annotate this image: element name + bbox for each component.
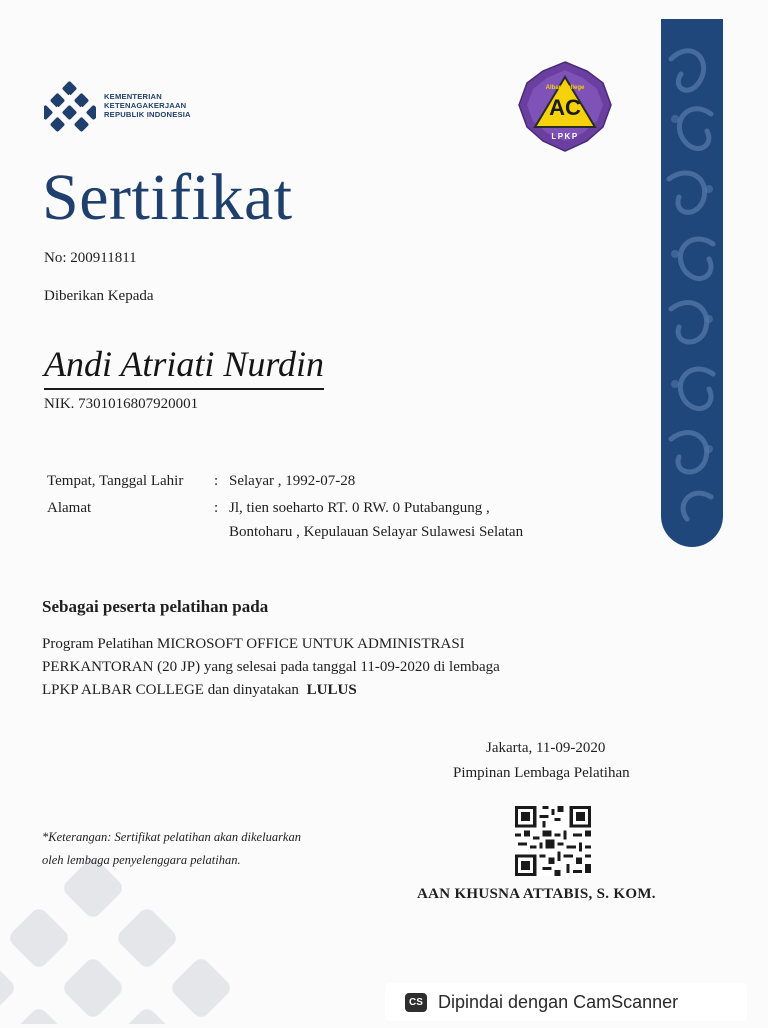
ministry-line-2: KETENAGAKERJAAN <box>104 101 187 110</box>
note-line-2: oleh lembaga penyelenggara pelatihan. <box>42 853 241 867</box>
ministry-name <box>104 92 191 119</box>
training-heading: Sebagai peserta pelatihan pada <box>42 597 269 616</box>
signer-name: AAN KHUSNA ATTABIS, S. KOM. <box>417 886 656 902</box>
camscanner-text: Dipindai dengan CamScanner <box>438 991 679 1012</box>
qr-code-icon <box>515 806 591 876</box>
decorative-side-band <box>661 19 723 547</box>
note-line-1: *Keterangan: Sertifikat pelatihan akan dikeluarkan <box>42 830 301 844</box>
ministry-logo-icon <box>44 81 96 133</box>
recipient-name: Andi Atriati Nurdin <box>44 343 324 390</box>
address-label: Alamat <box>47 500 92 516</box>
camscanner-icon: CS <box>405 993 427 1012</box>
birth-value: Selayar , 1992-07-28 <box>229 473 356 489</box>
address-line-2: Bontoharu , Kepulauan Selayar Sulawesi Selatan <box>229 524 524 540</box>
camscanner-watermark <box>385 983 747 1021</box>
certificate-number: No: 200911811 <box>44 250 137 266</box>
training-line-1: Program Pelatihan MICROSOFT OFFICE UNTUK ADMINISTRASI <box>42 636 465 652</box>
ministry-line-3: REPUBLIK INDONESIA <box>104 110 191 119</box>
training-line-3 <box>42 682 357 699</box>
certificate-title: Sertifikat <box>42 161 293 234</box>
lattice-watermark <box>0 845 290 1024</box>
signature-place-date: Jakarta, 11-09-2020 <box>486 740 606 756</box>
lpkp-logo-initials: AC <box>549 95 581 120</box>
training-line-2: PERKANTORAN (20 JP) yang selesai pada tanggal 11-09-2020 di lembaga <box>42 659 500 675</box>
training-result: LULUS <box>306 682 357 698</box>
recipient-nik: NIK. 7301016807920001 <box>44 396 199 412</box>
birth-label: Tempat, Tanggal Lahir <box>47 473 184 489</box>
signature-position: Pimpinan Lembaga Pelatihan <box>453 765 630 781</box>
address-line-1: Jl, tien soeharto RT. 0 RW. 0 Putabangung , <box>229 500 490 516</box>
lpkp-logo <box>515 61 615 153</box>
birth-colon: : <box>214 473 219 489</box>
training-line-3-text: LPKP ALBAR COLLEGE dan dinyatakan <box>42 682 299 698</box>
address-colon: : <box>214 500 219 516</box>
lpkp-logo-bottom-text: LPKP <box>551 132 579 141</box>
lpkp-logo-arc-text: Albar College <box>545 85 585 91</box>
ministry-line-1: KEMENTERIAN <box>104 92 162 101</box>
given-to-label: Diberikan Kepada <box>44 288 154 304</box>
